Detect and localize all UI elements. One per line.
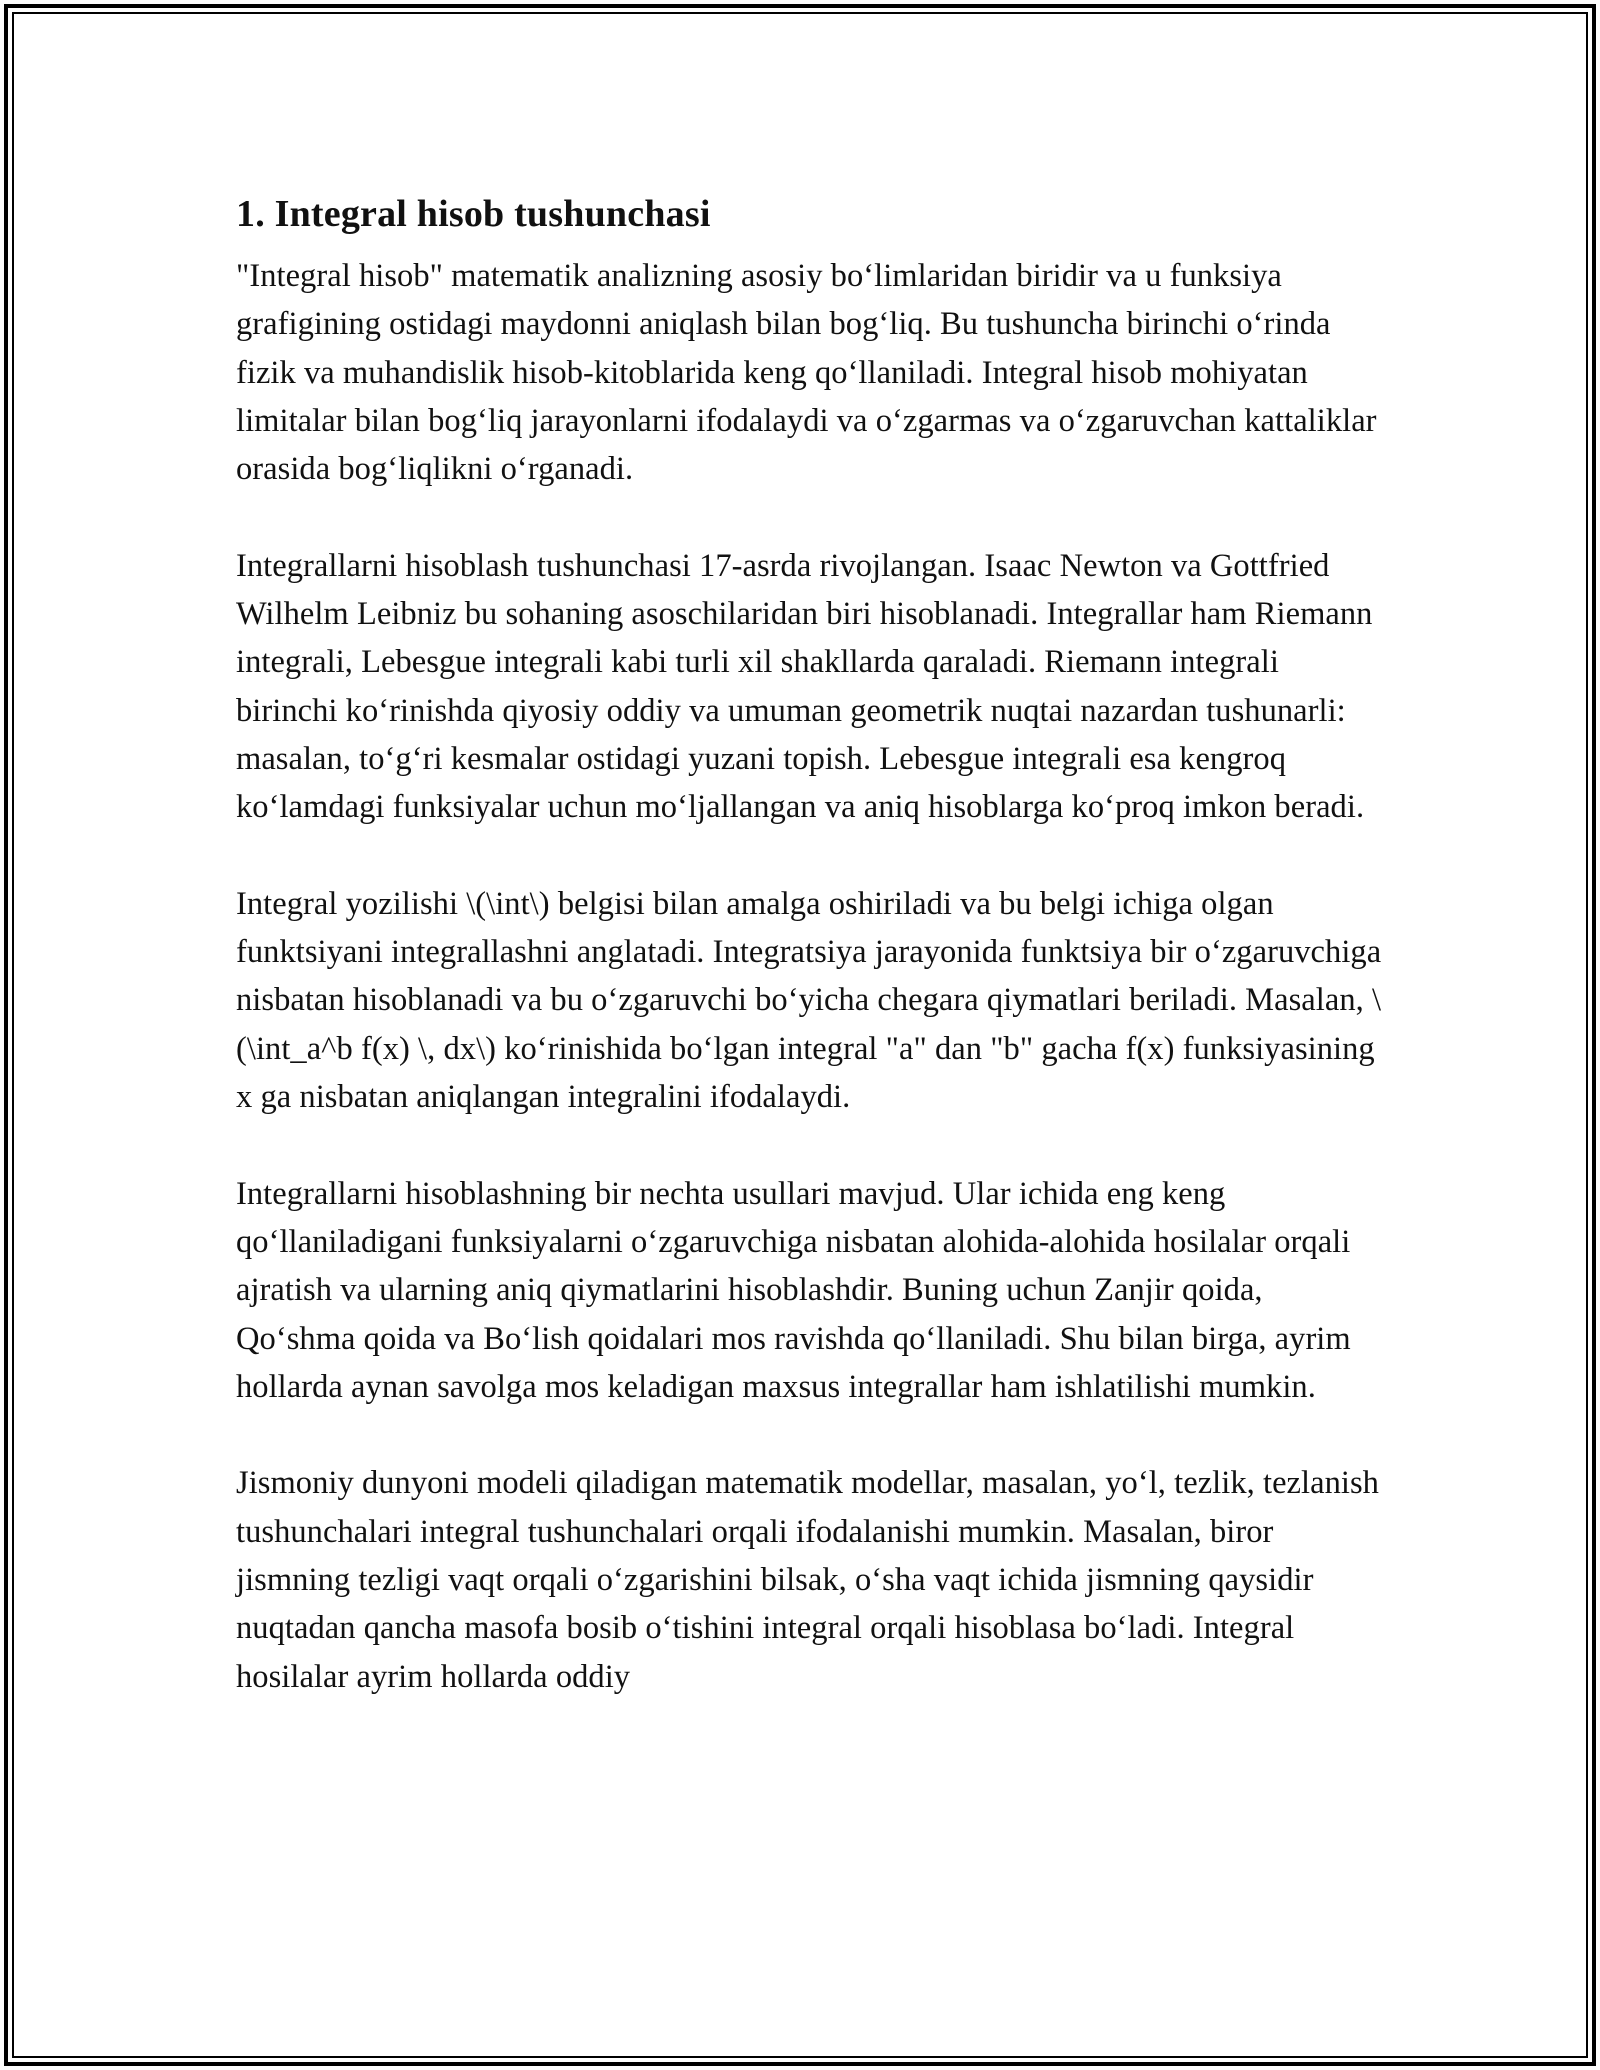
section-heading: 1. Integral hisob tushunchasi xyxy=(236,193,711,235)
document-body xyxy=(236,184,1386,1749)
paragraph-1: "Integral hisob" matematik analizning asosiy bo‘limlaridan biridir va u funksiya grafigining ostidagi maydonni aniqlash bilan bog‘liq. Bu tushuncha birinchi o‘rinda fizik va muhandislik hisob-kitoblarida keng qo‘llaniladi. Integral hisob mohiyatan limitalar bilan bog‘liq jarayonlarni ifodalaydi va o‘zgarmas va o‘zgaruvchan kattaliklar orasida bog‘liqlikni o‘rganadi. xyxy=(236,258,1377,488)
paragraph-5: Jismoniy dunyoni modeli qiladigan matematik modellar, masalan, yo‘l, tezlik, tezlanish tushunchalari integral tushunchalari orqali ifodalanishi mumkin. Masalan, biror jismning tezligi vaqt orqali o‘zgarishini bilsak, o‘sha vaqt ichida jismning qaysidir nuqtadan qancha masofa bosib o‘tishini integral orqali hisoblasa bo‘ladi. Integral hosilalar ayrim hollarda oddiy xyxy=(236,1465,1379,1695)
paragraph-2: Integrallarni hisoblash tushunchasi 17-asrda rivojlangan. Isaac Newton va Gottfried Wilhelm Leibniz bu sohaning asoschilaridan biri hisoblanadi. Integrallar ham Riemann integrali, Lebesgue integrali kabi turli xil shakllarda qaraladi. Riemann integrali birinchi ko‘rinishda qiyosiy oddiy va umuman geometrik nuqtai nazardan tushunarli: masalan, to‘g‘ri kesmalar ostidagi yuzani topish. Lebesgue integrali esa kengroq ko‘lamdagi funksiyalar uchun mo‘ljallangan va aniq hisoblarga ko‘proq imkon beradi. xyxy=(236,547,1373,826)
paragraph-4: Integrallarni hisoblashning bir nechta usullari mavjud. Ular ichida eng keng qo‘llaniladigani funksiyalarni o‘zgaruvchiga nisbatan alohida-alohida hosilalar orqali ajratish va ularning aniq qiymatlarini hisoblashdir. Buning uchun Zanjir qoida, Qo‘shma qoida va Bo‘lish qoidalari mos ravishda qo‘llaniladi. Shu bilan birga, ayrim hollarda aynan savolga mos keladigan maxsus integrallar ham ishlatilishi mumkin. xyxy=(236,1175,1351,1405)
paragraph-3: Integral yozilishi \(\int\) belgisi bilan amalga oshiriladi va bu belgi ichiga olgan funktsiyani integrallashni anglatadi. Integratsiya jarayonida funktsiya bir o‘zgaruvchiga nisbatan hisoblanadi va bu o‘zgaruvchi bo‘yicha chegara qiymatlari beriladi. Masalan, \(\int_a^b f(x) \, dx\) ko‘rinishida bo‘lgan integral "a" dan "b" gacha f(x) funksiyasining x ga nisbatan aniqlangan integralini ifodalaydi. xyxy=(236,885,1382,1116)
